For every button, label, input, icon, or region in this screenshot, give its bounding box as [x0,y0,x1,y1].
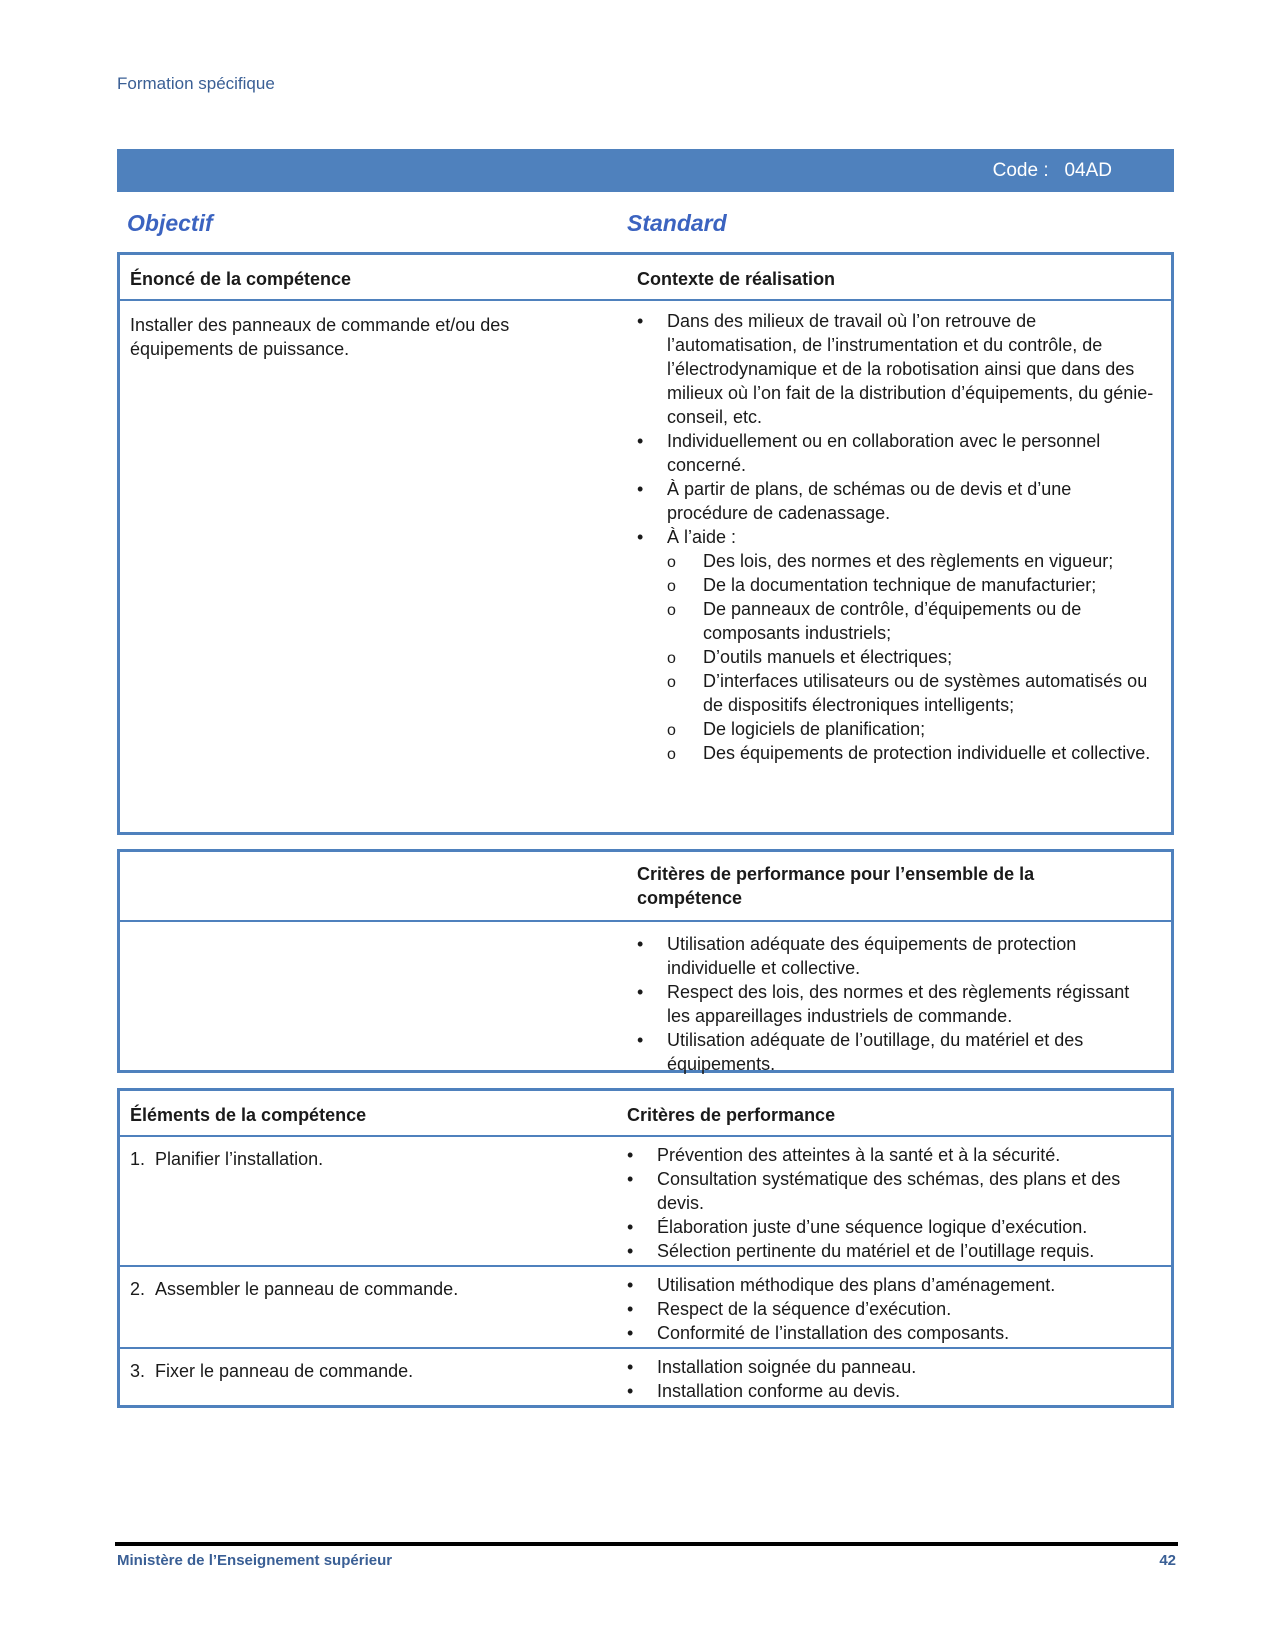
competence-box [117,252,1174,835]
ensemble-item: • Utilisation adéquate de l’outillage, du matériel et des équipements. [637,1028,1157,1076]
enonce-header: Énoncé de la compétence [130,269,352,289]
aide-item: o De logiciels de planification; [667,717,1157,741]
competence-header-row [120,255,1171,301]
criteria-item: • Installation soignée du panneau. [627,1355,1147,1379]
aide-item: o D’outils manuels et électriques; [667,645,1157,669]
objective-heading: Objectif [127,210,213,236]
code-text [993,160,1112,182]
ensemble-header-row [120,852,1171,922]
element-label: 1. Planifier l’installation. [130,1149,324,1169]
page-number: 42 [1159,1552,1176,1569]
aide-item: o D’interfaces utilisateurs ou de systèmes automatisés ou de dispositifs électroniques intelligents; [667,669,1157,717]
ensemble-item: • Utilisation adéquate des équipements de protection individuelle et collective. [637,932,1157,980]
ensemble-list [637,932,1157,1076]
contexte-item: • À l’aide : [637,525,1157,549]
code-value: 04AD [1064,160,1112,181]
element-row-2 [120,1265,1171,1347]
criteria-list [627,1273,1147,1345]
enonce-text: Installer des panneaux de commande et/ou des équipements de puissance. [130,315,510,359]
contexte-item: • Dans des milieux de travail où l’on retrouve de l’automatisation, de l’instrumentation et du contrôle, de l’électrodynamique et de la robotisation ainsi que dans des milieux où l’on fait de la distribution d’équipements, du génie-conseil, etc. [637,309,1157,429]
criteria-list [627,1143,1147,1263]
aide-item: o De panneaux de contrôle, d’équipements ou de composants industriels; [667,597,1157,645]
contexte-item: • À partir de plans, de schémas ou de devis et d’une procédure de cadenassage. [637,477,1157,525]
criteria-item: • Élaboration juste d’une séquence logique d’exécution. [627,1215,1147,1239]
footer-ministry: Ministère de l’Enseignement supérieur [117,1552,393,1569]
criteria-item: • Conformité de l’installation des composants. [627,1321,1147,1345]
elements-box [117,1088,1174,1408]
element-row-1 [120,1135,1171,1265]
element-label: 3. Fixer le panneau de commande. [130,1361,414,1381]
contexte-header: Contexte de réalisation [637,269,836,289]
elements-header-left: Éléments de la compétence [130,1105,367,1125]
aide-item: o Des lois, des normes et des règlements en vigueur; [667,549,1157,573]
elements-header-row [120,1091,1171,1135]
element-label: 2. Assembler le panneau de commande. [130,1279,459,1299]
ensemble-item: • Respect des lois, des normes et des règlements régissant les appareillages industriels de commande. [637,980,1157,1028]
standard-heading: Standard [627,210,727,236]
criteria-item: • Prévention des atteintes à la santé et à la sécurité. [627,1143,1147,1167]
criteria-item: • Consultation systématique des schémas, des plans et des devis. [627,1167,1147,1215]
criteria-item: • Installation conforme au devis. [627,1379,1147,1403]
code-label: Code : [992,160,1049,181]
contexte-item: • Individuellement ou en collaboration avec le personnel concerné. [637,429,1157,477]
code-bar [117,149,1174,192]
aide-list [637,549,1157,765]
criteria-item: • Respect de la séquence d’exécution. [627,1297,1147,1321]
element-row-3 [120,1347,1171,1409]
elements-header-right: Critères de performance [627,1105,836,1125]
criteria-item: • Sélection pertinente du matériel et de l’outillage requis. [627,1239,1147,1263]
ensemble-header: Critères de performance pour l’ensemble de la compétence [637,864,1035,908]
aide-item: o De la documentation technique de manufacturier; [667,573,1157,597]
contexte-list [637,309,1157,765]
footer-divider [115,1542,1178,1546]
ensemble-box [117,849,1174,1073]
criteria-list [627,1355,1147,1403]
section-label: Formation spécifique [117,74,275,93]
aide-item: o Des équipements de protection individuelle et collective. [667,741,1157,765]
criteria-item: • Utilisation méthodique des plans d’aménagement. [627,1273,1147,1297]
